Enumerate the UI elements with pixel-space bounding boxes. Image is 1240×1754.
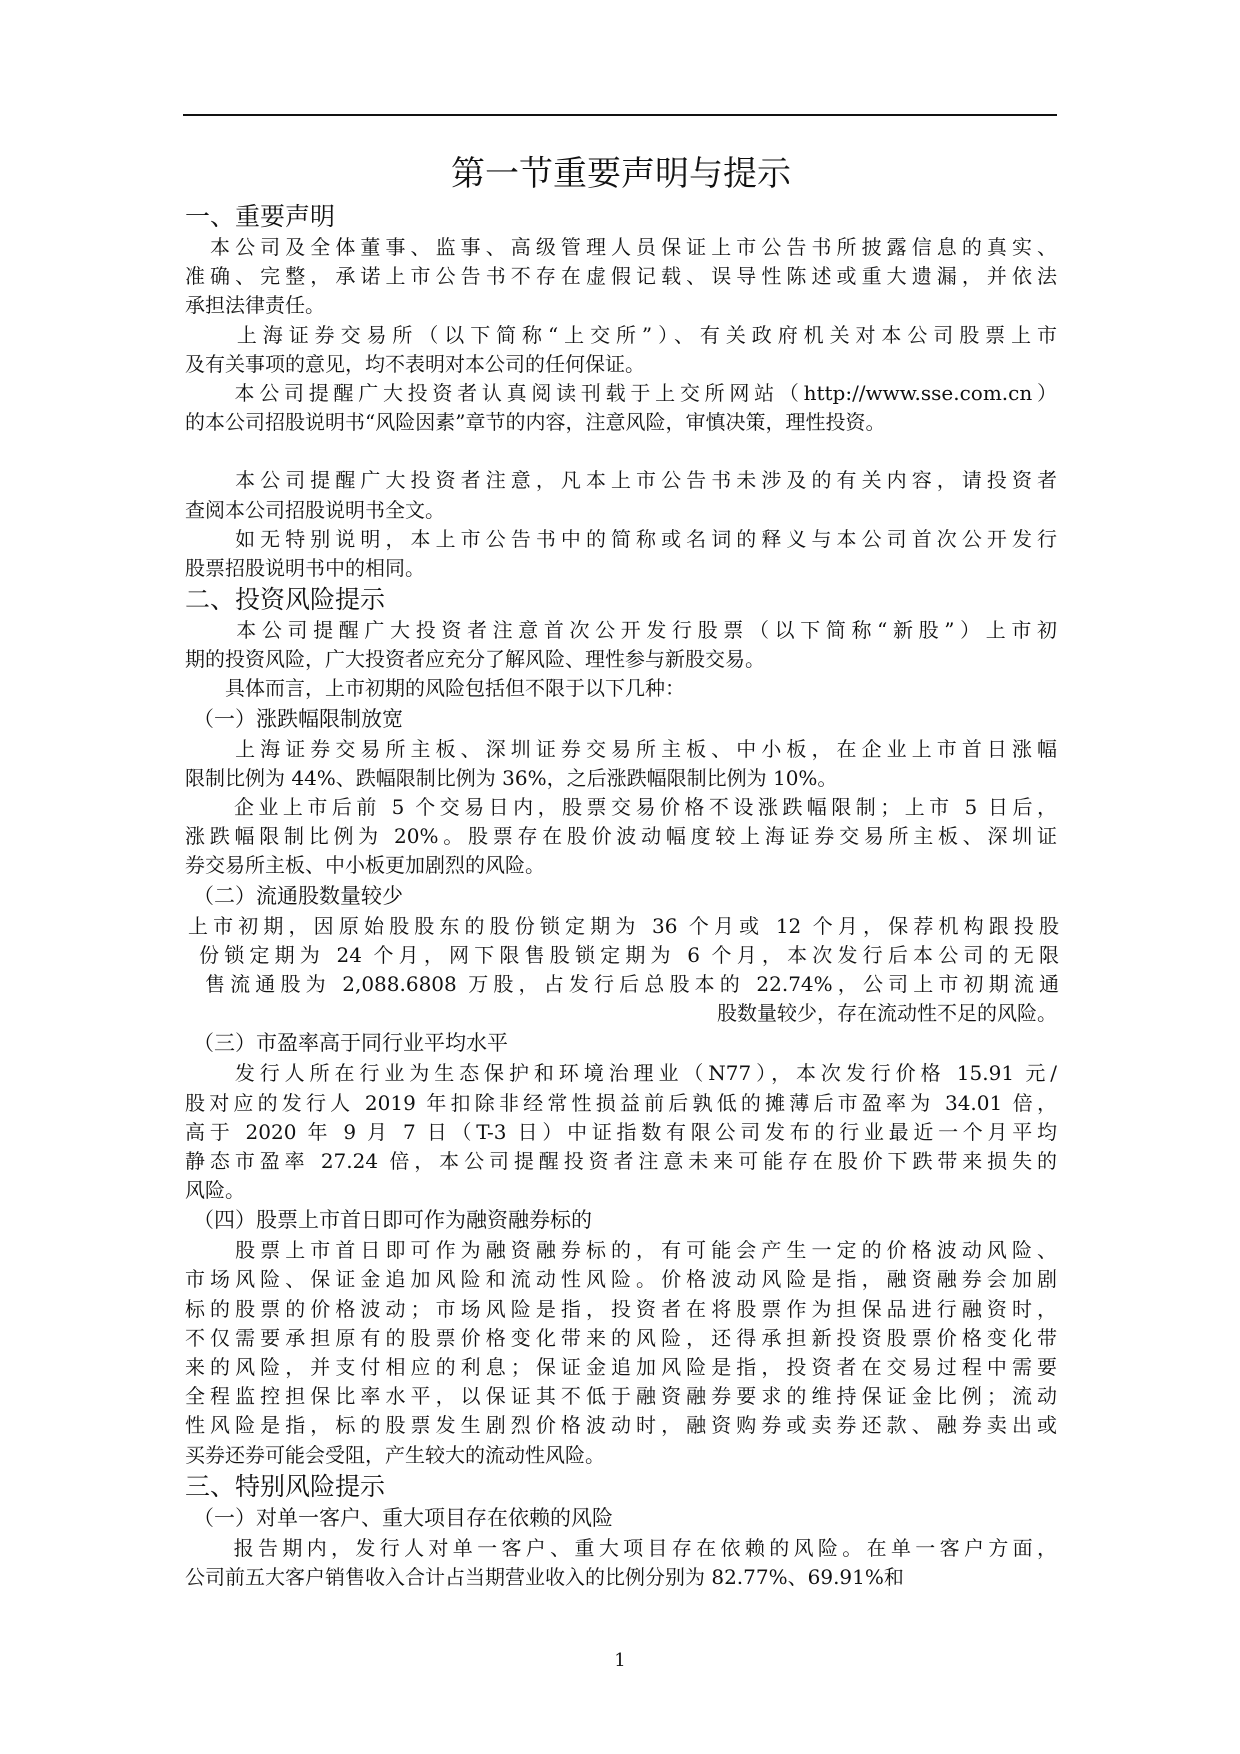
paragraph-line: 上市初期，因原始股股东的股份锁定期为 36 个月或 12 个月，保荐机构跟投股 (188, 913, 1059, 938)
paragraph (185, 616, 1057, 674)
paragraph-line: 的本公司招股说明书“风险因素”章节的内容，注意风险，审慎决策，理性投资。 (185, 410, 886, 435)
paragraph-line: 期的投资风险，广大投资者应充分了解风险、理性参与新股交易。 (185, 647, 765, 672)
document-body (185, 148, 1057, 1592)
paragraph-line: 风险。 (185, 1178, 245, 1203)
paragraph-line: 上海证券交易所（以下简称“上交所”）、有关政府机关对本公司股票上市 (185, 322, 1057, 347)
paragraph-line: 静态市盈率 27.24 倍，本公司提醒投资者注意未来可能存在股价下跌带来损失的 (185, 1148, 1057, 1173)
page-title: 第一节重要声明与提示 (451, 154, 791, 194)
paragraph-line: 售流通股为 2,088.6808 万股，占发行后总股本的 22.74%，公司上市初期流通 (205, 971, 1059, 996)
paragraph (185, 525, 1057, 583)
paragraph-line: 市场风险、保证金追加风险和流动性风险。价格波动风险是指，融资融券会加剧 (185, 1267, 1057, 1292)
paragraph (185, 321, 1057, 379)
paragraph-line: 涨跌幅限制比例为 20%。股票存在股价波动幅度较上海证券交易所主板、深圳证 (185, 824, 1057, 849)
paragraph-line: 本公司及全体董事、监事、高级管理人员保证上市公告书所披露信息的真实、 (185, 235, 1057, 259)
paragraph-line: 企业上市后前 5 个交易日内，股票交易价格不设涨跌幅限制；上市 5 日后， (185, 795, 1057, 819)
header-rule (183, 114, 1057, 116)
paragraph-line: 买券还券可能会受阻，产生较大的流动性风险。 (185, 1442, 605, 1467)
section-heading: 二、投资风险提示 (185, 585, 386, 615)
paragraph-line: 份锁定期为 24 个月，网下限售股锁定期为 6 个月，本次发行后本公司的无限 (199, 942, 1059, 967)
subsection-heading: （四）股票上市首日即可作为融资融券标的 (193, 1208, 592, 1233)
paragraph-line: 报告期内，发行人对单一客户、重大项目存在依赖的风险。在单一客户方面， (185, 1535, 1057, 1560)
paragraph (185, 735, 1057, 793)
paragraph-line: 高于 2020 年 9 月 7 日（T-3 日）中证指数有限公司发布的行业最近一个月平均 (185, 1119, 1057, 1144)
blank-line (185, 437, 1057, 466)
paragraph (185, 1236, 1057, 1470)
paragraph (185, 379, 1057, 437)
paragraph (185, 912, 1057, 1029)
paragraph-line: 券交易所主板、中小板更加剧烈的风险。 (185, 853, 545, 878)
paragraph-line: 如无特别说明，本上市公告书中的简称或名词的释义与本公司首次公开发行 (185, 526, 1057, 551)
paragraph-line: 承担法律责任。 (185, 293, 325, 318)
paragraph-line: 查阅本公司招股说明书全文。 (185, 497, 445, 522)
paragraph (185, 793, 1057, 881)
paragraph-line: 本公司提醒广大投资者认真阅读刊载于上交所网站（http://www.sse.com.cn） (185, 380, 1057, 405)
section-heading: 三、特别风险提示 (185, 1471, 386, 1501)
paragraph-line: 具体而言，上市初期的风险包括但不限于以下几种： (185, 676, 685, 701)
section-heading: 一、重要声明 (185, 202, 336, 231)
paragraph (185, 466, 1057, 524)
paragraph-line: 本公司提醒广大投资者注意，凡本上市公告书未涉及的有关内容，请投资者 (185, 468, 1057, 493)
paragraph-line: 限制比例为 44%、跌幅限制比例为 36%，之后涨跌幅限制比例为 10%。 (185, 765, 838, 790)
paragraph (185, 233, 1057, 321)
subsection-heading: （一）对单一客户、重大项目存在依赖的风险 (193, 1505, 613, 1530)
subsection-heading: （二）流通股数量较少 (193, 883, 403, 908)
paragraph (185, 1534, 1057, 1592)
paragraph-line: 性风险是指，标的股票发生剧烈价格波动时，融资购券或卖券还款、融券卖出或 (185, 1413, 1057, 1438)
subsection-heading: （三）市盈率高于同行业平均水平 (193, 1031, 508, 1056)
subsection-heading: （一）涨跌幅限制放宽 (193, 706, 403, 731)
paragraph-line: 发行人所在行业为生态保护和环境治理业（N77），本次发行价格 15.91 元/ (185, 1061, 1057, 1086)
paragraph-line: 本公司提醒广大投资者注意首次公开发行股票（以下简称“新股”）上市初 (185, 618, 1057, 643)
paragraph-line: 股对应的发行人 2019 年扣除非经常性损益前后孰低的摊薄后市盈率为 34.01 倍， (185, 1090, 1057, 1115)
paragraph-line: 公司前五大客户销售收入合计占当期营业收入的比例分别为 82.77%、69.91%和 (185, 1564, 904, 1589)
paragraph (185, 1059, 1057, 1205)
paragraph-line: 全程监控担保比率水平，以保证其不低于融资融券要求的维持保证金比例；流动 (185, 1384, 1057, 1409)
paragraph-line: 股票上市首日即可作为融资融券标的，有可能会产生一定的价格波动风险、 (185, 1238, 1057, 1263)
paragraph-line: 准确、完整，承诺上市公告书不存在虚假记载、误导性陈述或重大遗漏，并依法 (185, 264, 1057, 289)
paragraph-line: 及有关事项的意见，均不表明对本公司的任何保证。 (185, 351, 645, 376)
paragraph (185, 674, 1057, 703)
paragraph-line: 标的股票的价格波动；市场风险是指，投资者在将股票作为担保品进行融资时， (185, 1296, 1057, 1321)
paragraph-line: 股数量较少，存在流动性不足的风险。 (717, 1001, 1057, 1026)
paragraph-line: 来的风险，并支付相应的利息；保证金追加风险是指，投资者在交易过程中需要 (185, 1355, 1057, 1379)
paragraph-line: 不仅需要承担原有的股票价格变化带来的风险，还得承担新投资股票价格变化带 (185, 1325, 1057, 1350)
paragraph-line: 股票招股说明书中的相同。 (185, 555, 425, 580)
sections (185, 200, 1057, 1592)
page-number: 1 (614, 1650, 626, 1671)
paragraph-line: 上海证券交易所主板、深圳证券交易所主板、中小板，在企业上市首日涨幅 (185, 736, 1057, 761)
